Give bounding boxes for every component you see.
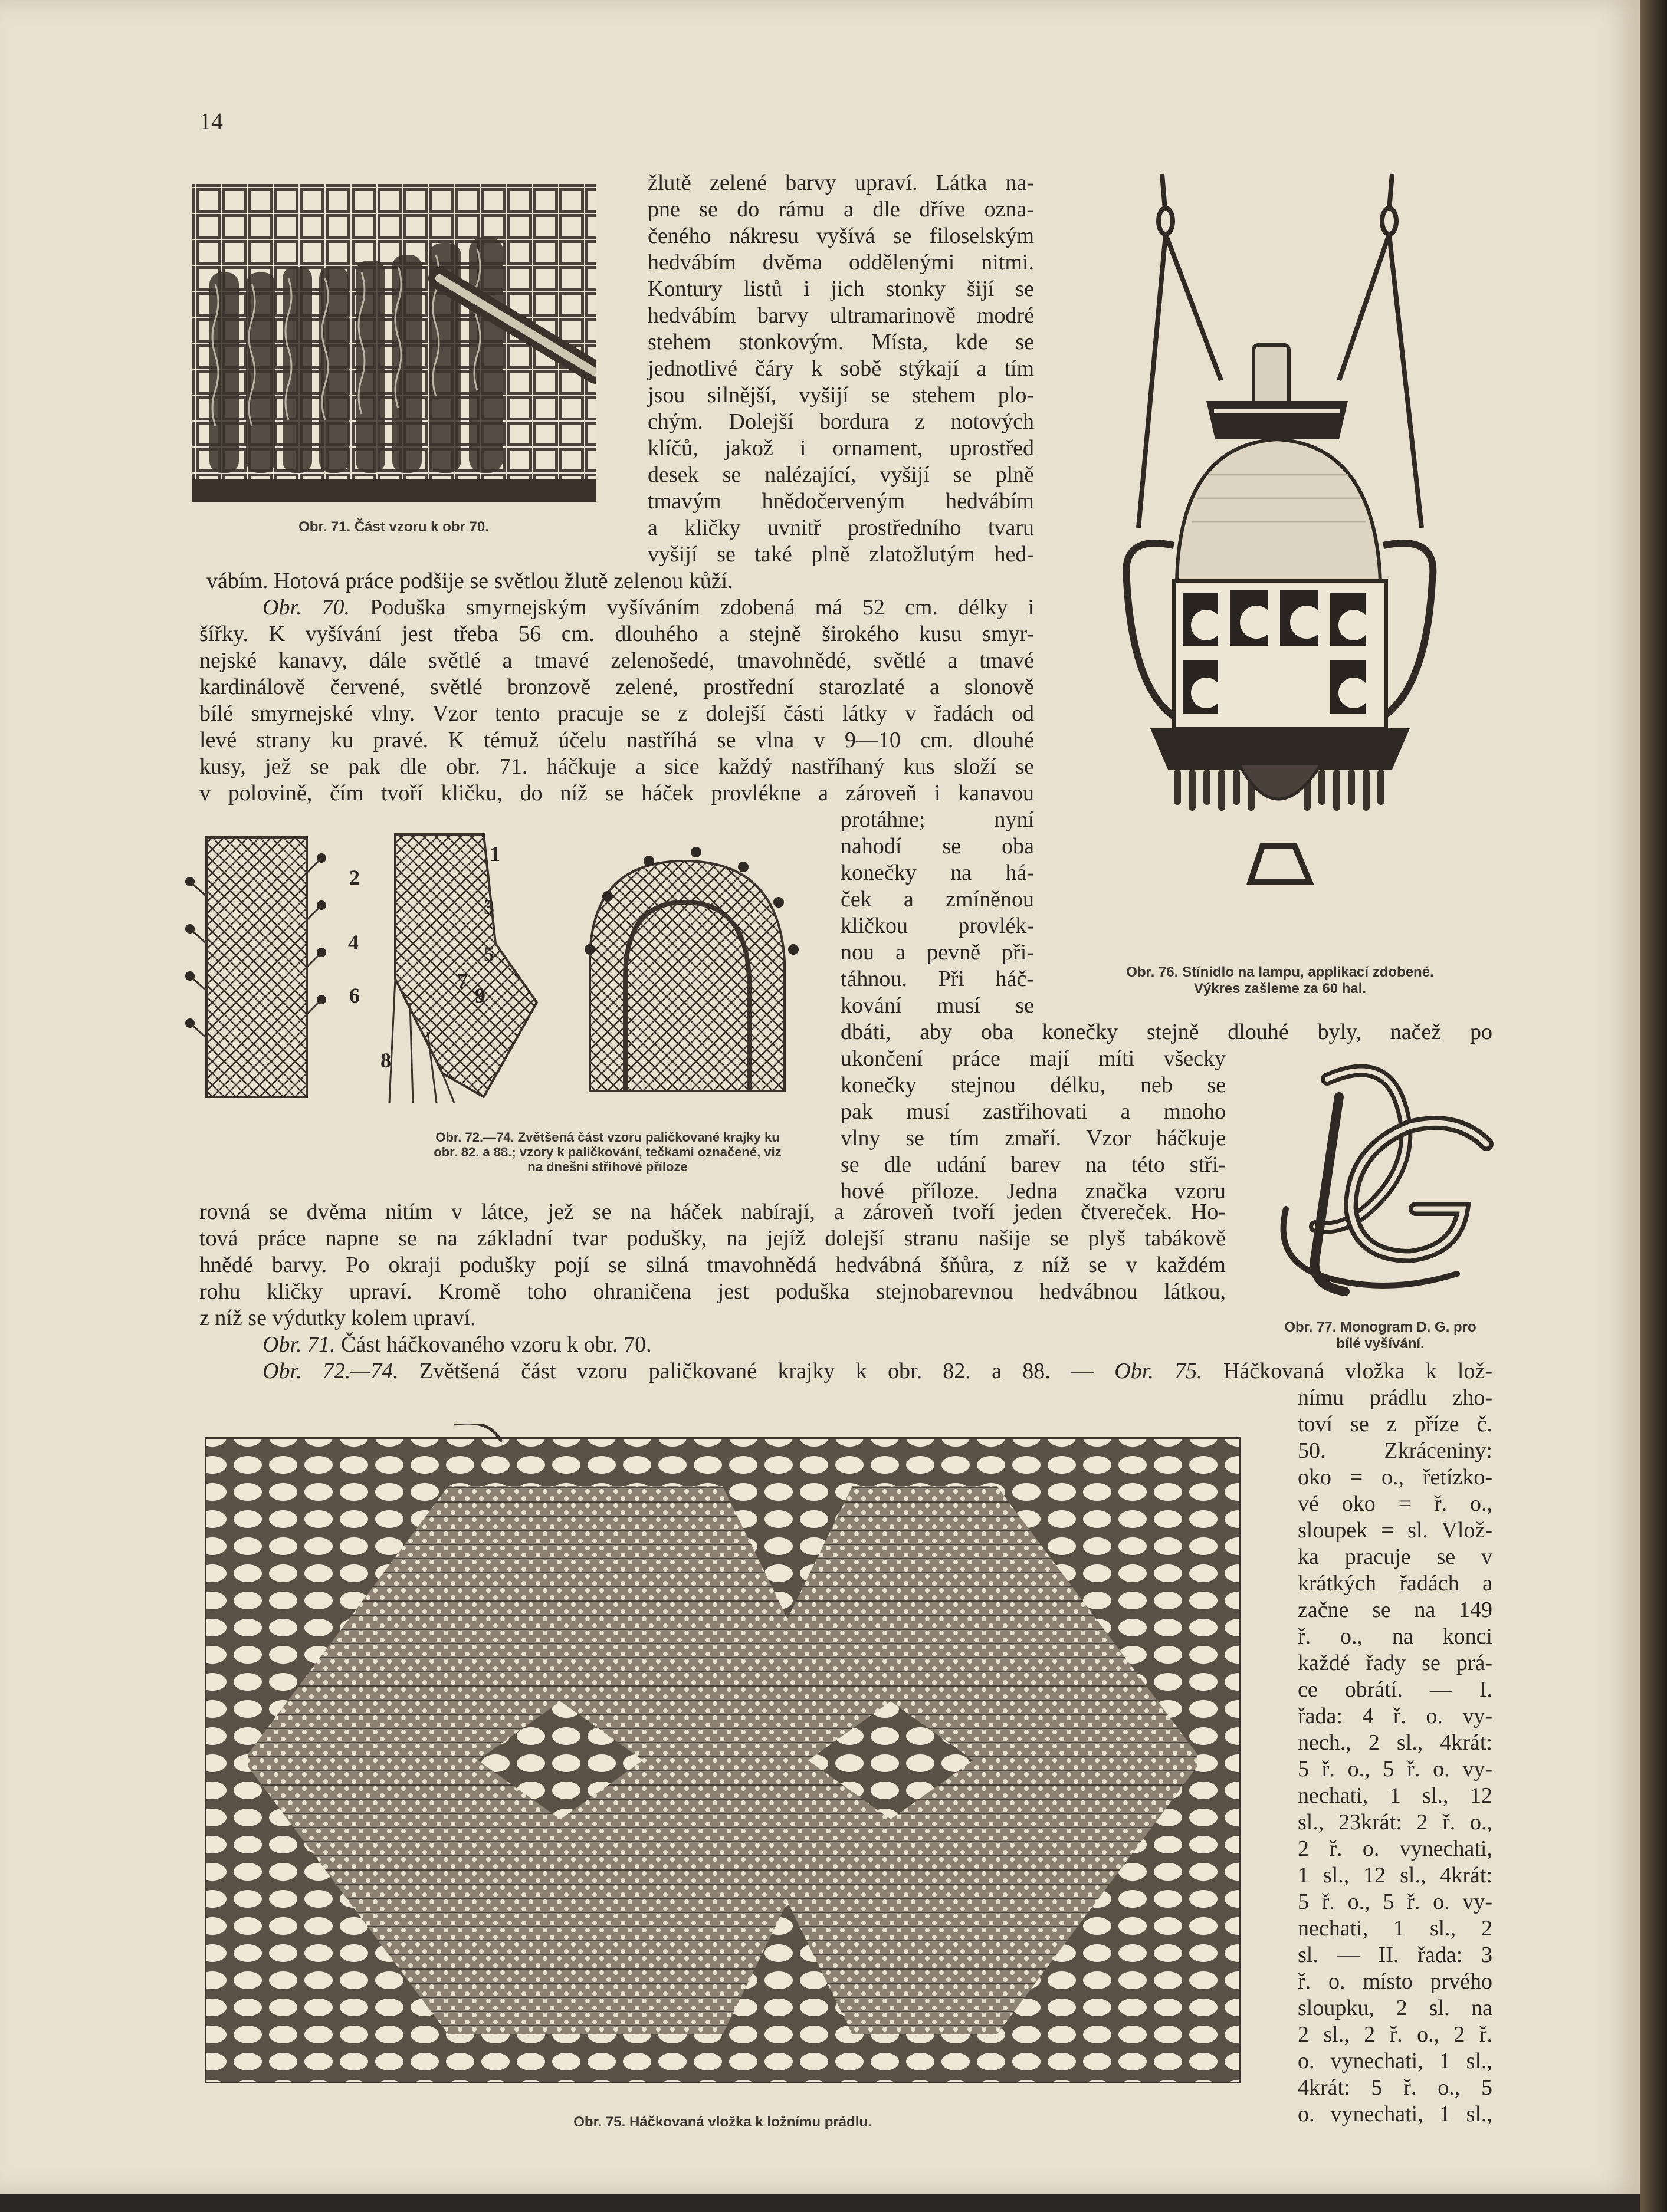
figure-72-74-caption <box>383 1130 832 1174</box>
text-line: vábím. Hotová práce podšije se světlou žlutě zelenou kůží. <box>206 568 733 593</box>
figure-75-caption: Obr. 75. Háčkovaná vložka k ložnímu prádlu. <box>573 2114 872 2130</box>
text-line: jsou silnější, vyšijí se stehem plo- <box>648 383 1034 407</box>
text-line: nou a pevně při- <box>841 940 1034 965</box>
text-line: o. vynechati, 1 sl., <box>1298 2049 1492 2073</box>
text-line: hové příloze. Jedna značka vzoru <box>841 1179 1226 1204</box>
lace-label: 7 <box>457 969 468 992</box>
text-line: hedvábím barvy ultramarinově modré <box>648 303 1034 328</box>
text-line: nech., 2 sl., 4krát: <box>1298 1730 1492 1755</box>
text-line: začne se na 149 <box>1298 1598 1492 1622</box>
text-line: se dle udání barev na této stři- <box>841 1152 1226 1177</box>
text-line: 5 ř. o., 5 ř. o. vy- <box>1298 1889 1492 1914</box>
text-line: sloupku, 2 sl. na <box>1298 1996 1492 2020</box>
text-line: ce obrátí. — I. <box>1298 1677 1492 1702</box>
text-line: ř. o. místo prvého <box>1298 1969 1492 1994</box>
text-line: každé řady se prá- <box>1298 1651 1492 1675</box>
text-line: klíčů, jakož i ornament, uprostřed <box>648 436 1034 461</box>
obr-75-text: Háčkovaná vložka k lož- <box>1202 1359 1493 1383</box>
obr-72-label: Obr. 72.—74. <box>262 1359 399 1383</box>
lace-label: 3 <box>484 895 494 919</box>
caption-line: Výkres zašleme za 60 hal. <box>1193 981 1367 997</box>
text-line: pak musí zastřihovati a mnoho <box>841 1099 1226 1124</box>
lace-label: 6 <box>349 984 360 1007</box>
figure-76-lamp <box>1062 168 1475 946</box>
caption-line: obr. 82. a 88.; vzory k paličkování, tečkami označené, viz <box>434 1145 782 1159</box>
figure-77-monogram <box>1262 1061 1498 1303</box>
text-line: Kontury listů i jich stonky šijí se <box>648 277 1034 301</box>
text-line: kardinálově červené, světlé bronzově zelené, prostřední starozlaté a slonově <box>199 675 1034 699</box>
obr-71-label: Obr. 71. <box>262 1332 336 1357</box>
text-line: nejské kanavy, dále světlé a tmavé zelenošedé, tmavohnědé, světlé a tmavé <box>199 648 1034 673</box>
text-line: vé oko = ř. o., <box>1298 1491 1492 1516</box>
text-line: rohu kličky upraví. Kromě toho ohraničena jest poduška stejnobarevnou hedvábnou látkou, <box>199 1279 1226 1304</box>
obr-71-line <box>262 1332 1029 1358</box>
text-line: levé strany ku pravé. K témuž účelu nastříhá se vlna v 9—10 cm. dlouhé <box>199 728 1034 752</box>
lace-label: 8 <box>380 1049 391 1072</box>
text-line: 50. Zkráceniny: <box>1298 1438 1492 1463</box>
text-line: desek se nalézající, vyšijí se plně <box>648 462 1034 487</box>
figure-72-74-lace <box>177 826 832 1109</box>
text-line: nechati, 1 sl., 12 <box>1298 1783 1492 1808</box>
text-line: chým. Dolejší bordura z notových <box>648 409 1034 434</box>
lace-label: 1 <box>490 842 500 866</box>
caption-line: Obr. 77. Monogram D. G. pro <box>1284 1319 1476 1335</box>
text-line: ka pracuje se v <box>1298 1544 1492 1569</box>
text-line: z níž se výdutky kolem upraví. <box>199 1306 476 1330</box>
text-line: vyšijí se také plně zlatožlutým hed- <box>648 542 1034 567</box>
text-line: konečky stejnou délku, neb se <box>841 1073 1226 1097</box>
text-line: hedvábím dvěma oddělenými nitmi. <box>648 250 1034 275</box>
text-line: o. vynechati, 1 sl., <box>1298 2102 1492 2126</box>
lace-label: 9 <box>475 984 485 1007</box>
text-line: 2 ř. o. vynechati, <box>1298 1836 1492 1861</box>
lace-label: 4 <box>348 931 359 954</box>
figure-71-canvas-weave <box>192 184 596 502</box>
text-line: sloupek = sl. Vlož- <box>1298 1518 1492 1543</box>
figure-77-caption <box>1262 1319 1498 1352</box>
text-line: nímu prádlu zho- <box>1298 1385 1492 1410</box>
text-line: kování musí se <box>841 993 1034 1018</box>
text-line: čeného nákresu vyšívá se filoselským <box>648 223 1034 248</box>
text-line: ček a zmíněnou <box>841 887 1034 912</box>
text-line: ukončení práce mají míti všecky <box>841 1046 1226 1071</box>
lace-label: 5 <box>484 942 494 966</box>
page-number: 14 <box>199 108 223 134</box>
text-line: žlutě zelené barvy upraví. Látka na- <box>648 170 1034 195</box>
text-line: protáhne; nyní <box>841 807 1034 832</box>
text-line: kličkou provlék- <box>841 913 1034 938</box>
text-line: 5 ř. o., 5 ř. o. vy- <box>1298 1757 1492 1782</box>
text-line: vlny se tím zmaří. Vzor háčkuje <box>841 1126 1226 1151</box>
caption-line: na dnešní střihové příloze <box>527 1159 688 1174</box>
text-line: 4krát: 5 ř. o., 5 <box>1298 2075 1492 2100</box>
caption-line: bílé vyšívání. <box>1336 1336 1425 1352</box>
text-line: krátkých řadách a <box>1298 1571 1492 1596</box>
text-line: v polovině, čím tvoří kličku, do níž se háček provlékne a zároveň i kanavou <box>199 781 1034 806</box>
obr-72-75-line <box>262 1358 1492 1385</box>
obr-75-label: Obr. 75. <box>1114 1359 1203 1383</box>
caption-line: Obr. 72.—74. Zvětšená část vzoru paličkované krajky ku <box>435 1130 780 1145</box>
text-line: hnědé barvy. Po okraji podušky pojí se silná tmavohnědá hedvábná šňůra, z níž se v každém <box>199 1253 1226 1277</box>
text-line: nechati, 1 sl., 2 <box>1298 1916 1492 1941</box>
text-line: 1 sl., 12 sl., 4krát: <box>1298 1863 1492 1888</box>
text-line: dbáti, aby oba konečky stejně dlouhé byly, načež po <box>841 1020 1492 1044</box>
figure-71-caption: Obr. 71. Část vzoru k obr 70. <box>298 519 489 535</box>
text-line: kusy, jež se pak dle obr. 71. háčkuje a sice každý nastříhaný kus složí se <box>199 754 1034 779</box>
text-line: sl., 23krát: 2 ř. o., <box>1298 1810 1492 1835</box>
text-line: konečky na há- <box>841 860 1034 885</box>
text-line: 2 sl., 2 ř. o., 2 ř. <box>1298 2022 1492 2047</box>
text-line: řada: 4 ř. o. vy- <box>1298 1704 1492 1728</box>
obr-70-text: Poduška smyrnejským vyšíváním zdobená má 52 cm. délky i <box>350 595 1034 620</box>
text-line: rovná se dvěma nitím v látce, jež se na háček nabírají, a zároveň tvoří jeden čtvereček. Ho- <box>199 1199 1226 1224</box>
obr-70-paragraph-start <box>262 594 1034 621</box>
lace-label: 2 <box>349 866 360 889</box>
text-line: táhnou. Při háč- <box>841 967 1034 991</box>
text-line: tová práce napne se na základní tvar podušky, na jejíž dolejší stranu našije se plyš tabákově <box>199 1226 1226 1251</box>
text-line: pne se do rámu a dle dříve ozna- <box>648 197 1034 222</box>
text-line: a kličky uvnitř prostředního tvaru <box>648 515 1034 540</box>
text-line: šířky. K vyšívání jest třeba 56 cm. dlouhého a stejně širokého kusu smyr- <box>199 622 1034 646</box>
obr-70-label: Obr. 70. <box>262 595 350 620</box>
text-line: sl. — II. řada: 3 <box>1298 1943 1492 1967</box>
text-line: jednotlivé čáry k sobě stýkají a tím <box>648 356 1034 381</box>
text-line: toví se z příze č. <box>1298 1412 1492 1437</box>
text-line: tmavým hnědočerveným hedvábím <box>648 489 1034 514</box>
figure-75-crochet-insert <box>195 1424 1251 2096</box>
text-line: ř. o., na konci <box>1298 1624 1492 1649</box>
page-edge <box>1640 0 1667 2212</box>
text-line: oko = o., řetízko- <box>1298 1465 1492 1490</box>
obr-71-text: Část háčkovaného vzoru k obr. 70. <box>335 1332 652 1357</box>
text-line: nahodí se oba <box>841 834 1034 859</box>
text-line: bílé smyrnejské vlny. Vzor tento pracuje se z dolejší části látky v řadách od <box>199 701 1034 726</box>
caption-line: Obr. 76. Stínidlo na lampu, applikací zdobené. <box>1126 964 1434 980</box>
text-line: stehem stonkovým. Místa, kde se <box>648 330 1034 354</box>
obr-72-text: Zvětšená část vzoru paličkované krajky k obr. 82. a 88. — <box>398 1359 1115 1383</box>
figure-76-caption <box>1085 964 1475 997</box>
